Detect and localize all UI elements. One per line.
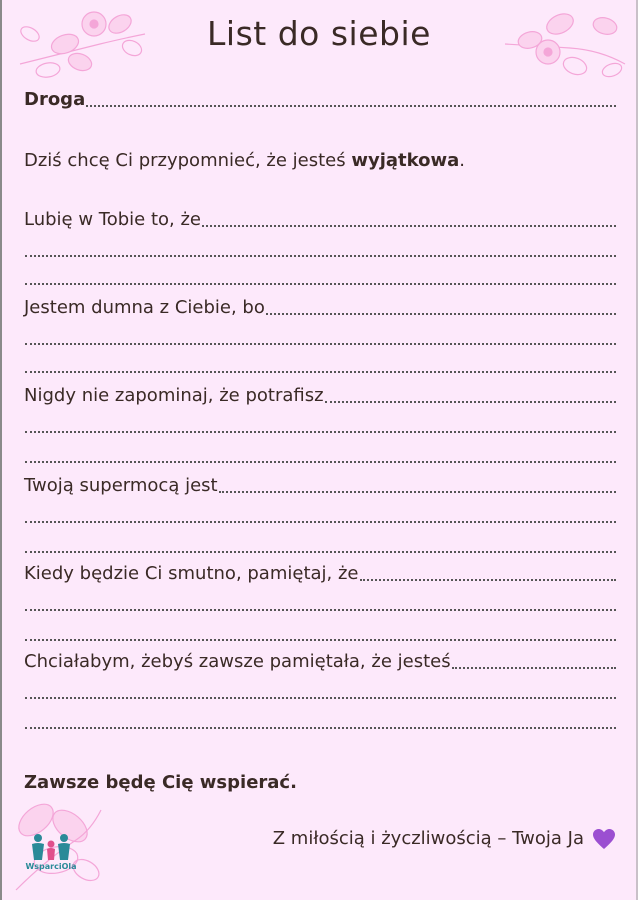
fill-in-line[interactable] (325, 401, 616, 403)
fill-in-line[interactable] (25, 431, 616, 433)
blank-line (24, 594, 616, 614)
prompt-label: Kiedy będzie Ci smutno, pamiętaj, że (24, 563, 359, 584)
fill-in-line[interactable] (219, 491, 616, 493)
blank-line (24, 506, 616, 526)
greeting-label: Droga (24, 89, 86, 110)
fill-in-line[interactable] (25, 609, 616, 611)
signature (273, 826, 616, 852)
prompt-line (24, 652, 616, 672)
blank-line (24, 624, 616, 644)
fill-in-line[interactable] (25, 343, 616, 345)
reminder-bold: wyjątkowa (351, 150, 460, 171)
fill-in-line[interactable] (25, 461, 616, 463)
prompt-label: Lubię w Tobie to, że (24, 209, 201, 230)
fill-in-line[interactable] (25, 727, 616, 729)
fill-in-line[interactable] (452, 667, 616, 669)
blank-line (24, 268, 616, 288)
blank-line (24, 356, 616, 376)
prompt-line (24, 476, 616, 496)
page-edge-left (0, 0, 2, 900)
prompt-label: Jestem dumna z Ciebie, bo (24, 297, 265, 318)
page-title: List do siebie (207, 14, 431, 53)
blank-line (24, 446, 616, 466)
closing-text: Zawsze będę Cię wspierać. (24, 772, 297, 793)
prompt-line (24, 298, 616, 318)
fill-in-line[interactable] (266, 313, 616, 315)
fill-in-line[interactable] (25, 551, 616, 553)
reminder-suffix: . (459, 150, 466, 171)
fill-in-line[interactable] (86, 105, 616, 107)
fill-in-line[interactable] (202, 225, 616, 227)
blank-line (24, 328, 616, 348)
blank-line (24, 712, 616, 732)
prompt-label: Nigdy nie zapominaj, że potrafisz (24, 385, 324, 406)
reminder-prefix: Dziś chcę Ci przypomnieć, że jesteś (24, 150, 352, 171)
blank-line (24, 682, 616, 702)
logo-text: WsparciOla (25, 862, 77, 871)
fill-in-line[interactable] (25, 697, 616, 699)
fill-in-line[interactable] (25, 521, 616, 523)
prompt-line (24, 386, 616, 406)
purple-heart-icon (592, 828, 616, 850)
fill-in-line[interactable] (25, 255, 616, 257)
blank-line (24, 240, 616, 260)
fill-in-line[interactable] (360, 579, 616, 581)
fill-in-line[interactable] (25, 371, 616, 373)
prompt-line (24, 210, 616, 230)
fill-in-line[interactable] (25, 639, 616, 641)
prompt-label: Chciałabym, żebyś zawsze pamiętała, że jesteś (24, 651, 451, 672)
fill-in-line[interactable] (25, 283, 616, 285)
blank-line (24, 416, 616, 436)
reminder-sentence (24, 150, 465, 172)
prompt-label: Twoją supermocą jest (24, 475, 218, 496)
greeting-line (24, 90, 616, 110)
prompt-line (24, 564, 616, 584)
signature-text: Z miłością i życzliwością – Twoja Ja (272, 828, 584, 849)
blank-line (24, 536, 616, 556)
